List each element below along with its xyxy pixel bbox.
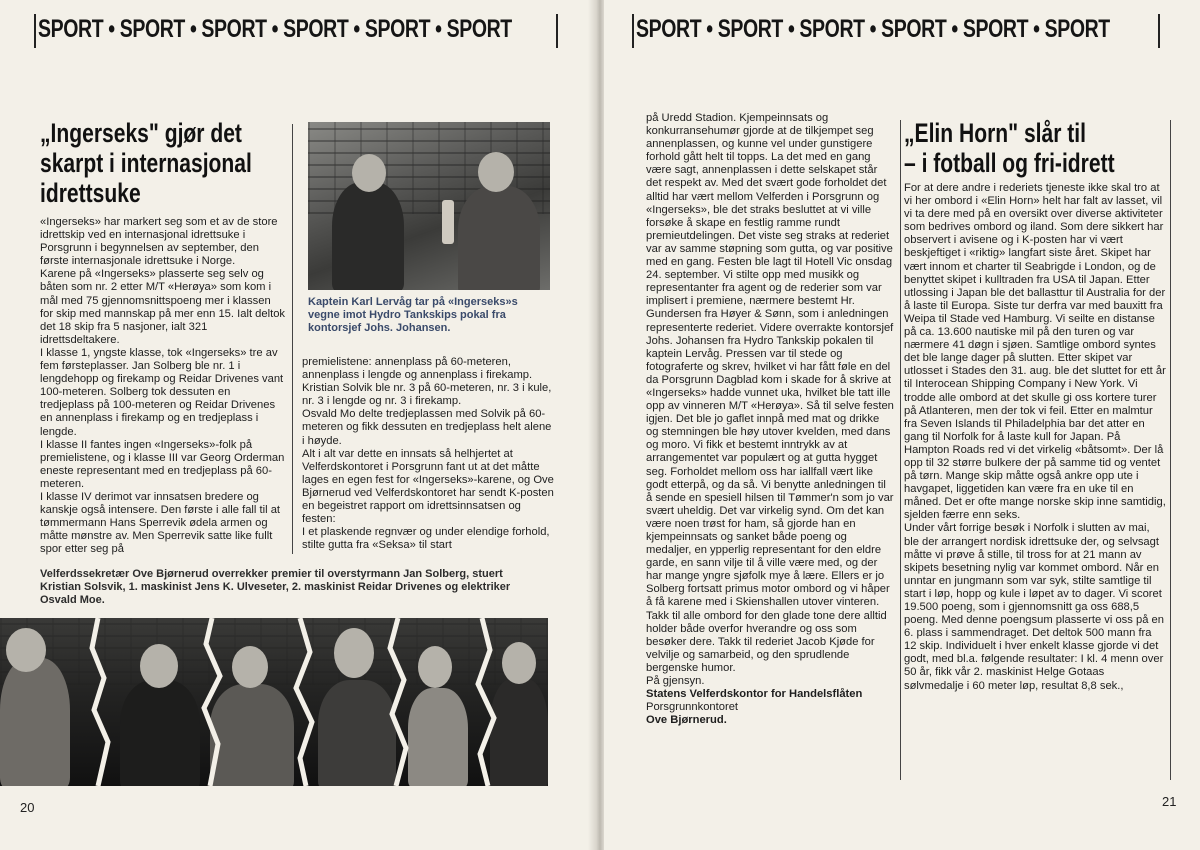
paragraph: I klasse II fantes ingen «Ingerseks»-folk på premielistene, og i klasse III var Georg Orderman eneste representant med en tredjeplass på 60-meteren. [40,438,285,490]
article-headline [904,118,1115,178]
torn-photo-edges [0,618,548,786]
paragraph: På gjensyn. [646,675,705,688]
headline-line: „Ingerseks" gjør det [40,118,242,148]
left-page [0,0,596,850]
headline-line: – i fotball og fri-idrett [904,148,1115,178]
headline-line: „Elin Horn" slår til [904,118,1087,148]
paragraph: I et plaskende regnvær og under elendige forhold, stilte gutta fra «Seksa» til start [302,526,550,552]
trophy-icon [442,200,454,244]
paragraph: I klasse 1, yngste klasse, tok «Ingerseks» tre av fem førsteplasser. Jan Solberg ble nr. 1 i lengdehopp og firekamp og Reidar Drivenes vant 100-meteren. Solberg tok dessuten en tredjeplass på 100-meteren og Reidar Drivenes en annenplass i firekamp og en tredjeplass i lengde. [40,346,284,438]
bottom-photo-caption: Velferdssekretær Ove Bjørnerud overrekker premier til overstyrmann Jan Solberg, stuert Kristian Solsvik, 1. maskinist Jens K. Ulveseter, 2. maskinist Reidar Drivenes og elektriker Osvald Moe. [40,568,511,606]
paragraph: premielistene: annenplass på 60-meteren, annenplass i lengde og annenplass i firekamp. [302,356,533,382]
article-continuation-column [646,112,894,727]
signature-line: Ove Bjørnerud. [646,714,727,727]
photo-caption: Kaptein Karl Lervåg tar på «Ingerseks»s vegne imot Hydro Tankskips pokal fra kontorsjef Johs. Johansen. [308,296,518,334]
paragraph: Osvald Mo delte tredjeplassen med Solvik på 60-meteren og fikk dessuten en tredjeplass helt alene i høyde. [302,408,552,447]
article-column-1 [40,216,286,556]
signature-line: Statens Velferdskontor for Handelsflåten [646,688,863,701]
masthead-rule [556,14,558,48]
officer-figure [458,186,540,290]
column-rule [292,124,293,554]
paragraph: Kristian Solvik ble nr. 3 på 60-meteren, nr. 3 i kule, nr. 3 i lengde og nr. 3 i firekamp. [302,382,552,408]
captain-figure [332,182,404,290]
masthead-rule [632,14,634,48]
column-rule [900,120,901,780]
column-rule [1170,120,1171,780]
paragraph: Under vårt forrige besøk i Norfolk i slutten av mai, ble der arrangert nordisk idrettsuke der, og selvsagt måtte vi prøve å stille, til tross for at 21 mann av skipets besetning nylig var kommet ombord. Når en unntar en jungmann som var syk, stilte samtlige til start i løp, hopp og kule i løpet av to dager. Vi scoret 19.500 poeng, som i gjennomsnitt ga oss 688,5 poeng. Med denne poengsum plasserte vi oss på en 6. plass i sammendraget. Det deltok 500 mann fra 12 skip. Individuelt i hver enkelt klasse gjorde vi det godt, med bl.a. følgende resultater: I kl. 4 menn over 50 år, fikk vår 2. maskinist Helge Gotaas sølvmedalje i 60 meter løp, resultat 8,8 sek., [904,522,1164,692]
paragraph: For at dere andre i rederiets tjeneste ikke skal tro at vi her ombord i «Elin Horn» helt har falt av lasset, vil vi ta dere med på en oversikt over diverse aktiviteter som bedrives ombord og iland. Som dere sikkert har observert i avisene og i K-posten har vi vært beskjeftiget i «riktig» langfart siste året. Skipet har vært innom et charter til Seabrigde i London, og de benyttet skipet i kulltraden fra USA til Japan. Etter utlossing i Japan ble det ballasttur til Australia for der å laste til Europa. Siste tur derfra var med bauxitt fra Weipa til Stade ved Hamburg. Vi seilte en distanse på ca. 13.600 nautiske mil på den turen og var nærmere 41 døgn i sjøen. Samtlige ombord syntes det ble lange dager på slutten. Etter skipet var utlosset i Stades den 31. aug. ble det sluttet for ett år til Interocean Shipping Company i New York. Vi trodde alle ombord at det skulle gi oss kortere turer på Atlanteren, men der tok vi feil. Etter en malmtur fra Seven Islands til Philadelphia bar det atter en gang til Norfolk for å laste kull for Japan. På Hampton Roads red vi det virkelig «båtsomt». Der lå opp til 32 større bulkere der på samme tid og ventet på tørn. Mange skip måtte også ankre opp ute i havgapet, liggetiden kan være fra en uke til en måned. Det er ofte mange norske skip inne samtidig, sjelden færre enn seks. [904,182,1166,522]
article-column [904,182,1166,693]
captain-head [352,154,386,192]
paragraph: på Uredd Stadion. Kjempeinnsats og konkurransehumør gjorde at de tilkjempet seg annenplassen, og kunne vel under gunstigere forhold gått helt til topps. La det med en gang være sagt, annenplassen i dette selskapet står det respekt av. Med det svært gode forholdet det alltid har vært mellom Velferden i Porsgrunn og «Ingerseks», ble det straks besluttet at vi ville forsøke å skape en festlig ramme rundt premieutdelingen. Det viste seg straks at rederiet var av samme støpning som gutta, og var positive med en gang. Festen ble lagt til Hotell Vic onsdag 24. september. Vi stilte opp med musikk og representanter fra agent og de rederier som var implisert i premiene, nærmere bestemt Hr. Gundersen fra Høyer & Sønn, som i anledningen representerte rederiet. Videre overrakte kontorsjef Johs. Johansen fra Hydro Tankskip pokalen til kaptein Lervåg. Pressen var til stede og fotograferte og skrev, hvilket vi har fått føle en del da Porsgrunn Dagblad kom i skade for å skrive at «Ingerseks» hadde vunnet uka, hvilket ble tatt ille opp av vinneren M/T «Herøya». Så til selve festen igjen. Det ble jo gaflet innpå med mat og drikke og stemningen ble høy utover kvelden, med dans og moro. Vi fikk et bestemt inntrykk av at arrangementet var populært og at gutta hygget seg. Forholdet mellom oss har iallfall vært like godt etterpå, og da så. Vi benytte anledningen til å sende en spesiell hilsen til Tømmer'n som jo var svært uheldig. Det var virkelig synd. Om det kan være noen trøst for ham, så gjorde han en kjempeinnsats og sanket både poeng og medaljer, en ypperlig representant for den eldre garde, en sann vilje til å ville være med, og der har mange yngre sjøfolk mye å lære. Ellers er jo Solberg fortsatt primus motor ombord og vi håper å få karene med i Skienshallen utover vinteren. Takk til alle ombord for den glade tone dere alltid holder både overfor hverandre og oss som besøker dere. Takk til rederiet Jacob Kjøde for velvilje og samarbeid, og den sprudlende bergenske humor. [646,112,894,674]
masthead: SPORT • SPORT • SPORT • SPORT • SPORT • SPORT [636,15,1110,43]
right-page [604,0,1200,850]
signature-line: Porsgrunnkontoret [646,701,739,714]
headline-line: skarpt i internasjonal [40,148,252,178]
page-number: 20 [20,800,35,815]
headline-line: idrettsuke [40,178,141,208]
masthead-rule [1158,14,1160,48]
officer-head [478,152,514,192]
masthead-rule [34,14,36,48]
paragraph: Karene på «Ingerseks» plasserte seg selv og båten som nr. 2 etter M/T «Herøya» som kom i mål med 75 gjennomsnittspoeng mer i klassen for skip med mannskap på mer enn 15. Ialt deltok det 18 skip fra 5 nasjoner, ialt 321 idrettsdeltakere. [40,268,286,346]
prize-giving-photo [0,618,548,786]
article-headline [40,118,252,208]
award-photo [308,122,550,290]
article-column-2 [302,356,554,552]
paragraph: «Ingerseks» har markert seg som et av de store idrettskip ved en internasjonal idrettsuke i Porsgrunn i begynnelsen av september, den første internasjonale idrettsuke i Norge. [40,216,278,268]
page-number: 21 [1162,794,1177,809]
paragraph: Alt i alt var dette en innsats så helhjertet at Velferdskontoret i Porsgrunn fant ut at det måtte lages en egen fest for «Ingerseks»-karene, og Ove Bjørnerud ved Velferdskontoret har sendt K-posten en begeistret rapport om idrettsinnsatsen og festen: [302,447,554,526]
paragraph: I klasse IV derimot var innsatsen bredere og kanskje også intensere. Den første i alle fall til at tømmermann Hans Sperrevik ødela armen og måtte mønstre av. Men Sperrevik satte like fullt spor etter seg på [40,490,281,556]
masthead: SPORT • SPORT • SPORT • SPORT • SPORT • SPORT [38,15,512,43]
